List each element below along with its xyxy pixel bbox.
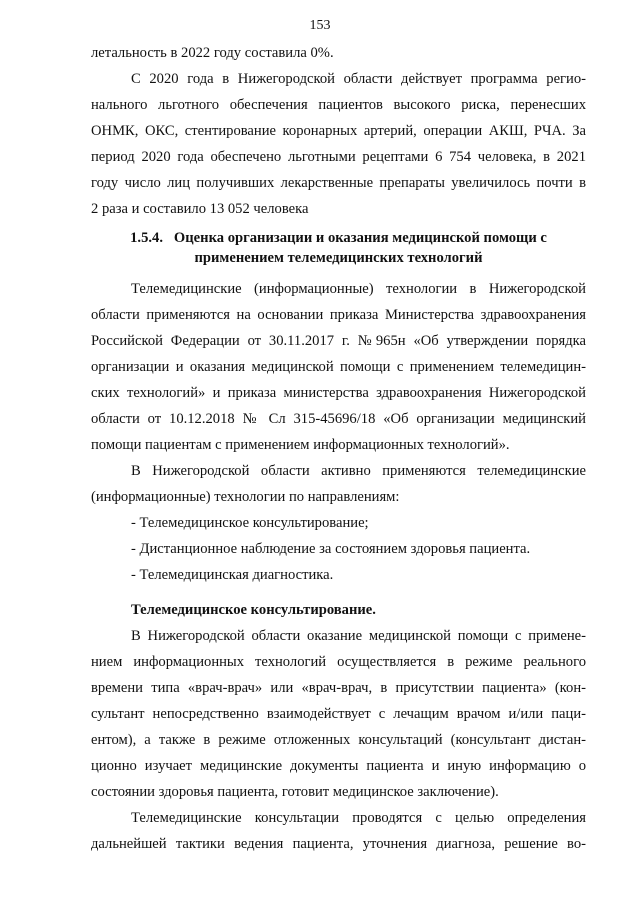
paragraph-line: ОНМК, ОКС, стентирование коронарных артерий, операции АКШ, РЧА. За xyxy=(91,123,586,139)
paragraph-regional-program xyxy=(91,66,586,222)
paragraph-line: времени типа «врач-врач» или «врач-врач, в присутствии пациента» (кон- xyxy=(91,680,586,696)
section-number: 1.5.4. xyxy=(130,230,163,246)
paragraph-line: С 2020 года в Нижегородской области действует программа регио- xyxy=(131,71,586,87)
paragraph-line: период 2020 года обеспечено льготными рецептами 6 754 человека, в 2021 xyxy=(91,149,586,165)
paragraph-line: сультант непосредственно взаимодействует с лечащим врачом и/или паци- xyxy=(91,706,586,722)
paragraph-telemedicine-basis xyxy=(91,276,586,458)
section-title: Оценка организации и оказания медицинской помощи с xyxy=(173,230,547,246)
section-heading-line-1 xyxy=(91,228,586,248)
paragraph-line: организации и оказания медицинской помощи с применением телемедицин- xyxy=(91,359,586,375)
paragraph-line: нием информационных технологий осуществляется в режиме реального xyxy=(91,654,586,670)
paragraph-line: В Нижегородской области оказание медицинской помощи с примене- xyxy=(131,628,586,644)
paragraph-consulting-modes xyxy=(91,623,586,805)
paragraph-line: нального льготного обеспечения пациентов высокого риска, перенесших xyxy=(91,97,586,113)
paragraph-line: В Нижегородской области активно применяются телемедицинские xyxy=(131,463,586,479)
section-heading-line-2: применением телемедицинских технологий xyxy=(194,250,483,266)
list-item: - Телемедицинское консультирование; xyxy=(131,515,369,531)
paragraph-line: Российской Федерации от 30.11.2017 г. №965н «Об утверждении порядка xyxy=(91,333,586,349)
paragraph-line: ционно изучает медицинские документы пациента и иную информацию о xyxy=(91,758,586,774)
list-item: - Телемедицинская диагностика. xyxy=(131,567,334,583)
paragraph-line: области применяются на основании приказа Министерства здравоохранения xyxy=(91,307,586,323)
paragraph-line: помощи пациентам с применением информационных технологий». xyxy=(91,437,510,453)
paragraph-line: ентом), а также в режиме отложенных консультаций (консультант дистан- xyxy=(91,732,586,748)
paragraph-line: (информационные) технологии по направлениям: xyxy=(91,489,400,505)
paragraph-directions xyxy=(91,458,586,510)
paragraph-consultation-purpose xyxy=(91,805,586,857)
paragraph-line: летальность в 2022 году составила 0%. xyxy=(91,45,334,61)
paragraph-line: ских технологий» и приказа министерства здравоохранения Нижегородской xyxy=(91,385,586,401)
paragraph-continuation xyxy=(91,40,586,66)
paragraph-line: году число лиц получивших лекарственные препараты увеличилось почти в xyxy=(91,175,586,191)
paragraph-line: 2 раза и составило 13 052 человека xyxy=(91,201,309,217)
page-number: 153 xyxy=(309,18,331,33)
paragraph-line: Телемедицинские (информационные) технологии в Нижегородской xyxy=(131,281,586,297)
paragraph-line: области от 10.12.2018 № Сл 315-45696/18 «Об организации медицинский xyxy=(91,411,586,427)
subheading: Телемедицинское консультирование. xyxy=(131,602,376,618)
section-heading xyxy=(91,228,586,268)
list-item: - Дистанционное наблюдение за состоянием здоровья пациента. xyxy=(131,541,531,557)
paragraph-line: состоянии здоровья пациента, готовит медицинское заключение). xyxy=(91,784,499,800)
paragraph-line: Телемедицинские консультации проводятся с целью определения xyxy=(131,810,586,826)
paragraph-line: дальнейшей тактики ведения пациента, уточнения диагноза, решение во- xyxy=(91,836,586,852)
